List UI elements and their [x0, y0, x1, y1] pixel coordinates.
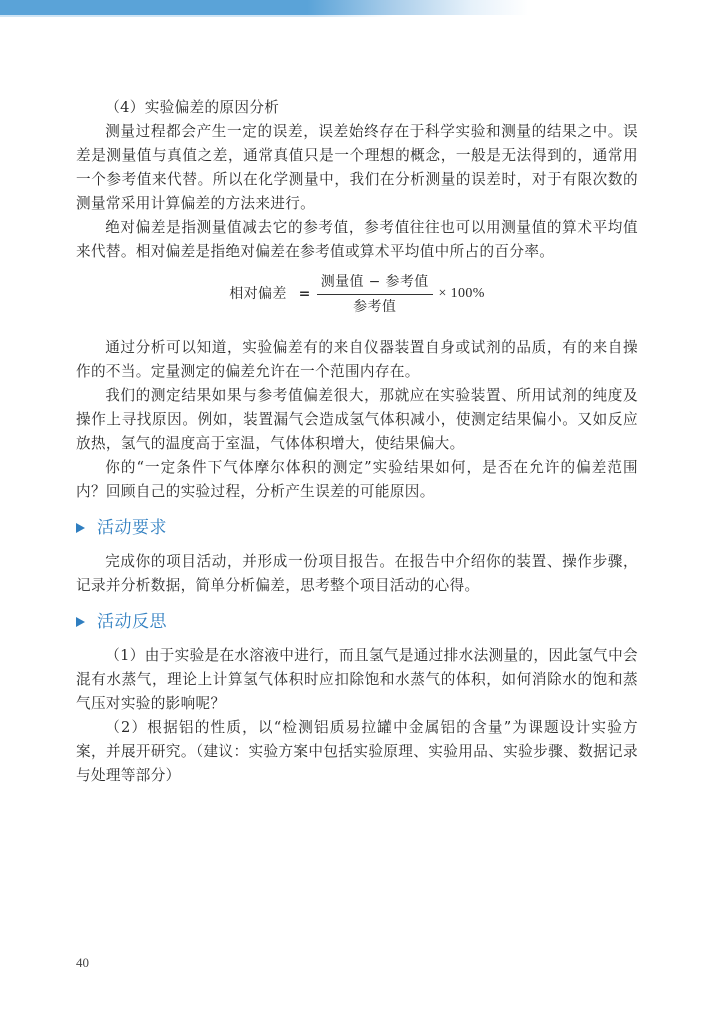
formula-denominator: 参考值 — [353, 298, 397, 315]
page-content — [76, 96, 638, 788]
reflection-item: （2）根据铝的性质，以“检测铝质易拉罐中金属铝的含量”为课题设计实验方案，并展开研究。（建议：实验方案中包括实验原理、实验用品、实验步骤、数据记录与处理等部分） — [76, 719, 638, 784]
header-color-band — [0, 0, 714, 15]
arrow-bullet-icon — [76, 523, 85, 533]
paragraph: 我们的测定结果如果与参考值偏差很大，那就应在实验装置、所用试剂的纯度及操作上寻找原因。例如，装置漏气会造成氢气体积减小，使测定结果偏小。又如反应放热，氢气的温度高于室温，气体体积增大，使结果偏大。 — [76, 387, 638, 452]
heading-text: 活动要求 — [97, 518, 167, 538]
formula-fraction — [317, 272, 433, 317]
arrow-bullet-icon — [76, 617, 85, 627]
paragraph: 测量过程都会产生一定的误差，误差始终存在于科学实验和测量的结果之中。误差是测量值与真值之差，通常真值只是一个理想的概念，一般是无法得到的，通常用一个参考值来代替。所以在化学测量中，我们在分析测量的误差时，对于有限次数的测量常采用计算偏差的方法来进行。 — [76, 123, 638, 212]
formula-equals: = — [298, 286, 311, 302]
reflection-item: （1）由于实验是在水溶液中进行，而且氢气是通过排水法测量的，因此氢气中会混有水蒸气，理论上计算氢气体积时应扣除饱和水蒸气的体积，如何消除水的饱和蒸气压对实验的影响呢？ — [76, 647, 638, 712]
formula-multiplier: × 100% — [438, 286, 485, 301]
paragraph: 绝对偏差是指测量值减去它的参考值，参考值往往也可以用测量值的算术平均值来代替。相对偏差是指绝对偏差在参考值或算术平均值中所占的百分率。 — [76, 219, 638, 260]
section-heading-activity-reflection — [74, 610, 638, 634]
subsection-title: （4）实验偏差的原因分析 — [105, 99, 280, 116]
paragraph: 完成你的项目活动，并形成一份项目报告。在报告中介绍你的装置、操作步骤，记录并分析数据，简单分析偏差，思考整个项目活动的心得。 — [76, 553, 638, 594]
formula-numerator: 测量值 − 参考值 — [317, 272, 433, 295]
section-heading-activity-requirements — [74, 516, 638, 540]
paragraph: 通过分析可以知道，实验偏差有的来自仪器装置自身或试剂的品质，有的来自操作的不当。定量测定的偏差允许在一个范围内存在。 — [76, 339, 638, 380]
heading-text: 活动反思 — [97, 612, 167, 632]
page-number: 40 — [76, 955, 89, 970]
relative-deviation-formula — [76, 270, 638, 318]
paragraph: 你的“一定条件下气体摩尔体积的测定”实验结果如何，是否在允许的偏差范围内？回顾自己的实验过程，分析产生误差的可能原因。 — [76, 459, 638, 500]
formula-lhs: 相对偏差 — [229, 286, 287, 302]
